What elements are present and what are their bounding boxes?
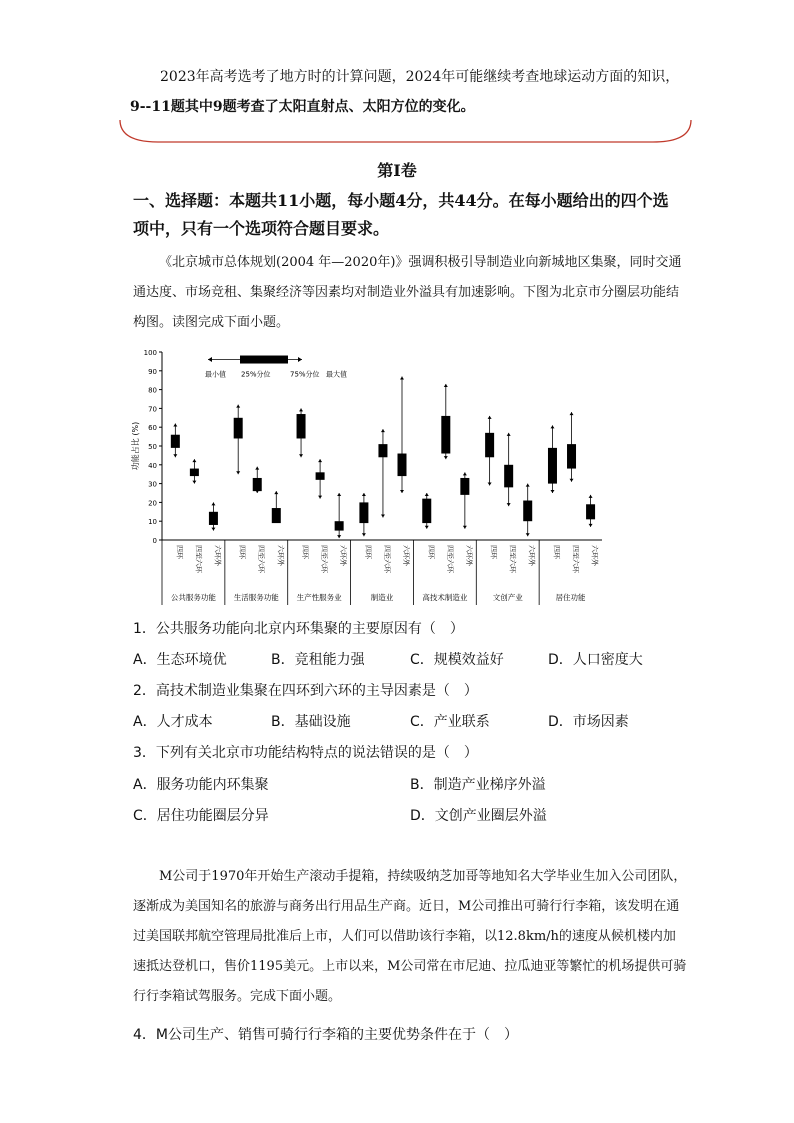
ring-label: 四至六环 xyxy=(571,545,580,573)
whisker-cap-max xyxy=(444,384,448,387)
ring-label: 四至六环 xyxy=(257,545,266,573)
legend-arrow-left xyxy=(208,357,212,362)
box xyxy=(441,416,450,454)
ring-label: 六环外 xyxy=(590,545,599,566)
ring-label: 四环 xyxy=(238,545,247,559)
ring-label: 六环外 xyxy=(276,545,285,566)
question-3: 3．下列有关北京市功能结构特点的说法错误的是（ ） xyxy=(133,745,478,761)
y-tick-label: 90 xyxy=(148,367,157,376)
whisker-cap-min xyxy=(173,454,177,457)
whisker-cap-max xyxy=(570,412,574,415)
section-heading: 一、选择题：本题共11小题，每小题4分，共44分。在每小题给出的四个选项中，只有一个选项符合题目要求。 xyxy=(133,191,669,238)
intro-note xyxy=(130,62,690,122)
whisker-cap-min xyxy=(337,535,341,538)
box xyxy=(234,418,243,439)
box xyxy=(316,472,325,480)
whisker-cap-max xyxy=(488,416,492,419)
whisker-cap-min xyxy=(299,454,303,457)
whisker-cap-max xyxy=(299,408,303,411)
whisker-cap-min xyxy=(550,490,554,493)
whisker-cap-min xyxy=(570,479,574,482)
legend-q25: 25%分位 xyxy=(241,370,271,379)
box xyxy=(586,504,595,519)
group-label: 居住功能 xyxy=(555,593,586,602)
box xyxy=(171,435,180,448)
whisker-cap-min xyxy=(488,482,492,485)
question-2: 2．高技术制造业集聚在四环到六环的主导因素是（ ） xyxy=(133,683,478,699)
legend-min: 最小值 xyxy=(205,370,226,379)
whisker-cap-max xyxy=(255,467,259,470)
box xyxy=(253,478,262,491)
group-label: 高技术制造业 xyxy=(422,593,468,602)
ring-label: 四环 xyxy=(552,545,561,559)
whisker-cap-min xyxy=(526,533,530,536)
box xyxy=(548,448,557,484)
q1-option-d[interactable]: D．人口密度大 xyxy=(548,652,643,668)
q2-option-a[interactable]: A．人才成本 xyxy=(133,714,213,730)
box xyxy=(335,521,344,530)
whisker-cap-min xyxy=(463,526,467,529)
q3-option-d[interactable]: D．文创产业圈层外溢 xyxy=(410,808,547,824)
group-label: 公共服务功能 xyxy=(170,593,216,602)
box xyxy=(272,508,281,523)
whisker-cap-max xyxy=(463,472,467,475)
whisker-cap-min xyxy=(444,456,448,459)
ring-label: 六环外 xyxy=(339,545,348,566)
whisker-cap-max xyxy=(507,433,511,436)
legend-box xyxy=(240,356,288,364)
whisker-cap-min xyxy=(362,533,366,536)
whisker-cap-min xyxy=(400,490,404,493)
group-label: 制造业 xyxy=(370,593,394,602)
ring-label: 四环 xyxy=(175,545,184,559)
y-tick-label: 60 xyxy=(148,424,157,433)
ring-label: 四至六环 xyxy=(194,545,203,573)
whisker-cap-min xyxy=(381,514,385,517)
whisker-cap-max xyxy=(192,459,196,462)
ring-label: 四至六环 xyxy=(508,545,517,573)
q2-option-b[interactable]: B．基础设施 xyxy=(271,714,351,730)
y-tick-label: 80 xyxy=(148,386,157,395)
y-tick-label: 50 xyxy=(148,443,157,451)
legend-arrow-right xyxy=(298,357,302,362)
y-tick-label: 10 xyxy=(148,518,157,527)
ring-label: 六环外 xyxy=(213,545,222,566)
q1-option-b[interactable]: B．竞租能力强 xyxy=(271,652,365,668)
y-tick-label: 40 xyxy=(148,461,157,470)
q3-option-b[interactable]: B．制造产业梯序外溢 xyxy=(410,777,546,793)
whisker-cap-max xyxy=(318,459,322,462)
ring-label: 四至六环 xyxy=(445,545,454,573)
legend-max: 最大值 xyxy=(326,370,347,379)
whisker-cap-min xyxy=(211,528,215,531)
ring-label: 四环 xyxy=(426,545,435,559)
material-text-2: M公司于1970年开始生产滚动手提箱，持续吸纳芝加哥等地知名大学毕业生加入公司团队，逐渐成为美国知名的旅游与商务出行用品生产商。近日，M公司推出可骑行行李箱，该发明在通过美国联邦航空管理局批准后上市，人们可以借助该行李箱，以12.8km/h的速度从候机楼内加速抵达登机口，售价1195美元。上市以来，M公司常在市尼迪、拉瓜迪亚等繁忙的机场提供可骑行行李箱试驾服务。完成下面小题。 xyxy=(133,869,687,1004)
legend-q75: 75%分位 xyxy=(290,370,320,379)
ring-label: 四环 xyxy=(363,545,372,559)
whisker-cap-max xyxy=(526,484,530,487)
whisker-cap-min xyxy=(589,524,593,527)
q1-option-a[interactable]: A．生态环境优 xyxy=(133,652,227,668)
whisker-cap-max xyxy=(381,429,385,432)
y-tick-label: 100 xyxy=(143,349,157,357)
box xyxy=(504,465,513,488)
whisker-cap-max xyxy=(211,502,215,505)
intro-line-2: 9--11题其中9题考查了太阳直射点、太阳方位的变化。 xyxy=(130,99,475,115)
group-label: 文创产业 xyxy=(492,593,523,602)
whisker-cap-min xyxy=(507,503,511,506)
group-label: 生活服务功能 xyxy=(233,593,279,602)
intro-line-1: 2023年高考选考了地方时的计算问题，2024年可能继续考查地球运动方面的知识， xyxy=(160,69,680,85)
box xyxy=(297,414,306,438)
box xyxy=(422,499,431,523)
box xyxy=(359,502,368,523)
box xyxy=(398,454,407,477)
ring-label: 六环外 xyxy=(527,545,536,566)
whisker-cap-min xyxy=(192,481,196,484)
boxplot-chart xyxy=(130,340,610,610)
material-text-1: 《北京城市总体规划(2004 年—2020年)》强调积极引导制造业向新城地区集聚，同时交通通达度、市场竞租、集聚经济等因素均对制造业外溢具有加速影响。下图为北京市分圈层功能结构图。读图完成下面小题。 xyxy=(133,255,682,330)
box xyxy=(567,444,576,468)
whisker-cap-max xyxy=(337,493,341,496)
box xyxy=(378,444,387,457)
box xyxy=(209,512,218,525)
y-tick-label: 20 xyxy=(148,499,157,508)
box xyxy=(460,478,469,495)
whisker-cap-max xyxy=(425,493,429,496)
whisker-cap-min xyxy=(318,496,322,499)
ring-label: 四环 xyxy=(301,545,310,559)
question-1: 1．公共服务功能向北京内环集聚的主要原因有（ ） xyxy=(133,621,464,637)
ring-label: 六环外 xyxy=(464,545,473,566)
q2-option-d[interactable]: D．市场因素 xyxy=(548,714,629,730)
q1-option-c[interactable]: C．规模效益好 xyxy=(410,652,504,668)
whisker-cap-max xyxy=(400,376,404,379)
y-tick-label: 30 xyxy=(148,480,157,489)
whisker-cap-min xyxy=(425,526,429,529)
ring-label: 四环 xyxy=(489,545,498,559)
y-tick-label: 0 xyxy=(152,537,157,545)
decorative-curve xyxy=(118,118,693,148)
q3-option-a[interactable]: A．服务功能内环集聚 xyxy=(133,777,269,793)
q2-option-c[interactable]: C．产业联系 xyxy=(410,714,490,730)
question-4: 4．M公司生产、销售可骑行行李箱的主要优势条件在于（ ） xyxy=(133,1027,518,1043)
whisker-cap-max xyxy=(173,423,177,426)
whisker-cap-max xyxy=(236,405,240,408)
whisker-cap-min xyxy=(236,471,240,474)
volume-title: 第I卷 xyxy=(377,161,417,180)
ring-label: 四至六环 xyxy=(320,545,329,573)
box xyxy=(485,433,494,457)
group-label: 生产性服务业 xyxy=(296,593,342,602)
whisker-cap-max xyxy=(274,491,278,494)
whisker-cap-max xyxy=(550,425,554,428)
y-axis-label: 功能占比 (%) xyxy=(131,421,140,471)
q3-option-c[interactable]: C．居住功能圈层分异 xyxy=(133,808,269,824)
ring-label: 六环外 xyxy=(402,545,410,566)
ring-label: 四至六环 xyxy=(382,545,391,573)
box xyxy=(190,469,199,477)
whisker-cap-max xyxy=(589,495,593,498)
box xyxy=(523,501,532,522)
whisker-cap-max xyxy=(362,493,366,496)
y-tick-label: 70 xyxy=(148,405,157,414)
